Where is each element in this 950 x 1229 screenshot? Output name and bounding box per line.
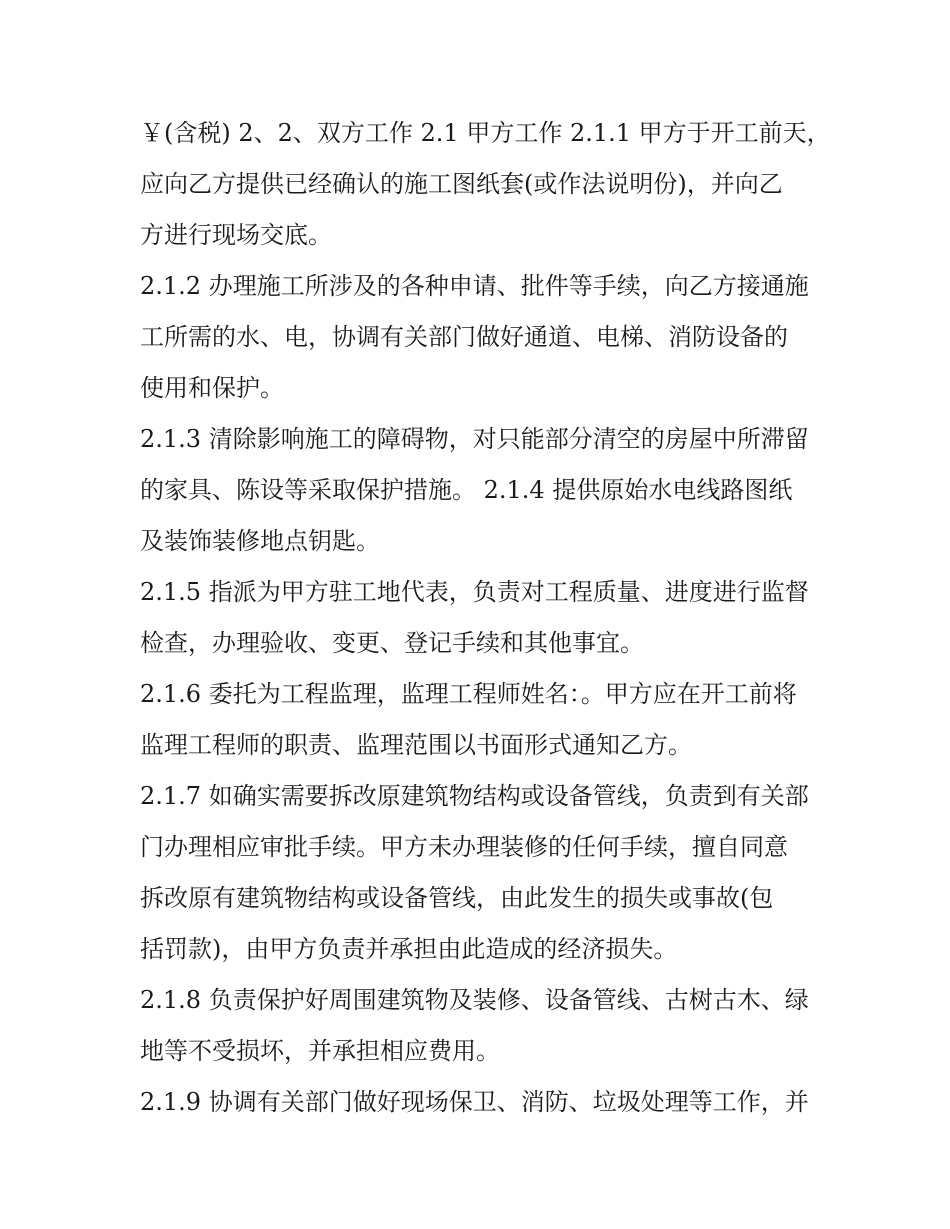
text-line: 2.1.7 如确实需要拆改原建筑物结构或设备管线，负责到有关部 [140,782,809,810]
text-line: 监理工程师的职责、监理范围以书面形式通知乙方。 [140,731,692,759]
text-line: 及装饰装修地点钥匙。 [140,527,380,555]
text-line: 工所需的水、电，协调有关部门做好通道、电梯、消防设备的 [140,323,788,351]
text-line: 地等不受损坏，并承担相应费用。 [140,1037,500,1065]
text-line: 检查，办理验收、变更、登记手续和其他事宜。 [140,629,644,657]
text-line: 门办理相应审批手续。甲方未办理装修的任何手续，擅自同意 [140,833,788,861]
text-line: 的家具、陈设等采取保护措施。 2.1.4 提供原始水电线路图纸 [140,476,793,504]
text-line: 2.1.2 办理施工所涉及的各种申请、批件等手续，向乙方接通施 [140,272,809,300]
text-line: 2.1.5 指派为甲方驻工地代表，负责对工程质量、进度进行监督 [140,578,809,606]
text-line: ￥(含税) 2、2、双方工作 2.1 甲方工作 2.1.1 甲方于开工前天， [140,119,831,147]
text-line: 使用和保护。 [140,374,284,402]
document-body [140,108,831,1128]
text-line: 2.1.8 负责保护好周围建筑物及装修、设备管线、古树古木、绿 [140,986,809,1014]
text-line: 方进行现场交底。 [140,221,332,249]
text-line: 拆改原有建筑物结构或设备管线，由此发生的损失或事故(包 [140,884,774,912]
text-line: 括罚款)，由甲方负责并承担由此造成的经济损失。 [140,935,678,963]
text-line: 2.1.9 协调有关部门做好现场保卫、消防、垃圾处理等工作，并 [140,1088,809,1116]
text-line: 2.1.6 委托为工程监理，监理工程师姓名：。甲方应在开工前将 [140,680,797,708]
text-line: 2.1.3 清除影响施工的障碍物，对只能部分清空的房屋中所滞留 [140,425,809,453]
text-line: 应向乙方提供已经确认的施工图纸套(或作法说明份)，并向乙 [140,170,783,198]
